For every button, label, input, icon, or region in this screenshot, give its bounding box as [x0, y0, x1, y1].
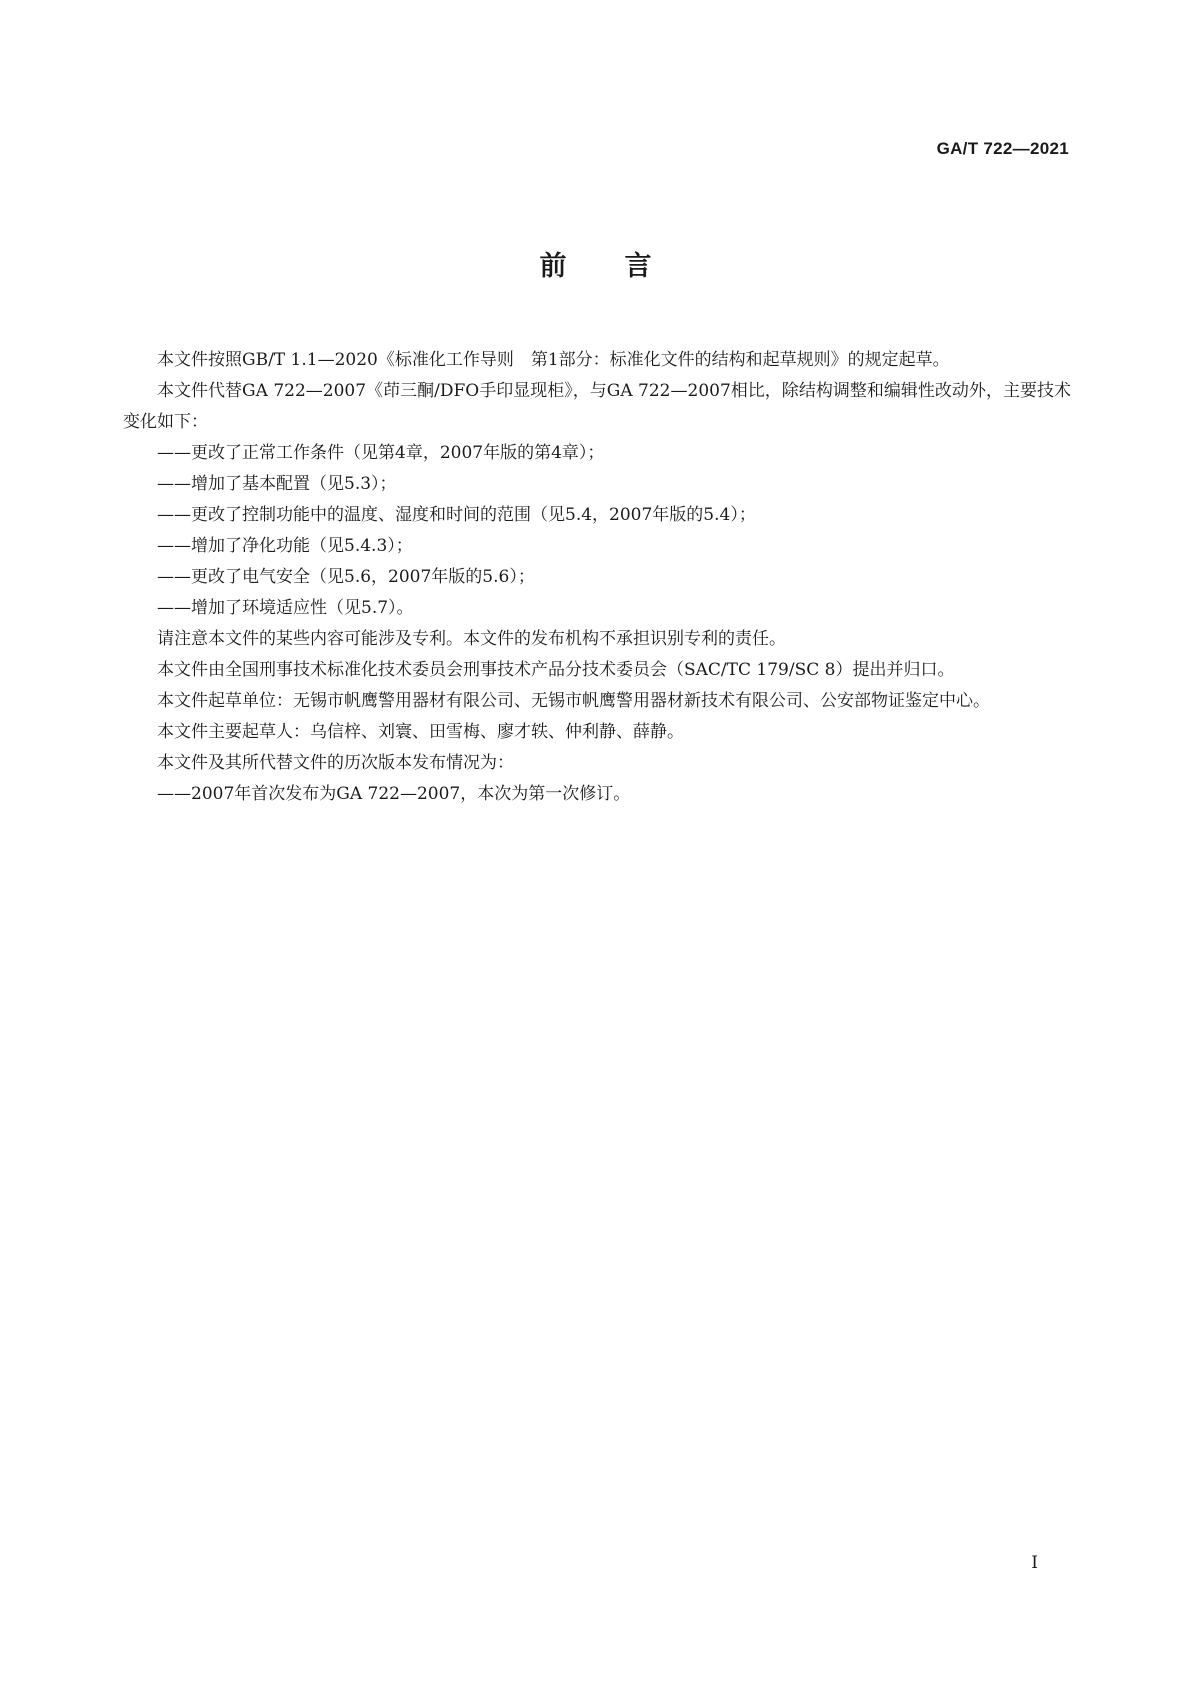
standard-code: GA/T 722—2021 [936, 139, 1069, 158]
paragraph-replacement: 本文件代替GA 722—2007《茚三酮/DFO手印显现柜》，与GA 722—2007相比，除结构调整和编辑性改动外，主要技术变化如下： [123, 381, 1071, 432]
paragraph-drafting-units: 本文件起草单位：无锡市帆鹰警用器材有限公司、无锡市帆鹰警用器材新技术有限公司、公安部物证鉴定中心。 [157, 691, 990, 711]
page-title: 前言 [539, 251, 710, 282]
preface-body [123, 345, 1071, 810]
paragraph-drafting-rules: 本文件按照GB/T 1.1—2020《标准化工作导则 第1部分：标准化文件的结构和起草规则》的规定起草。 [157, 350, 950, 370]
paragraph-drafters: 本文件主要起草人：乌信梓、刘寰、田雪梅、廖才轶、仲利静、薛静。 [157, 722, 684, 742]
change-item: ——增加了环境适应性（见5.7）。 [157, 598, 414, 618]
page-number: I [1031, 1553, 1038, 1573]
change-item: ——更改了控制功能中的温度、湿度和时间的范围（见5.4，2007年版的5.4）； [157, 505, 756, 525]
change-item: ——更改了电气安全（见5.6，2007年版的5.6）； [157, 567, 535, 587]
change-item: ——增加了净化功能（见5.4.3）； [157, 536, 413, 556]
paragraph-history-intro: 本文件及其所代替文件的历次版本发布情况为： [157, 753, 514, 773]
change-item: ——更改了正常工作条件（见第4章，2007年版的第4章）； [157, 443, 605, 463]
paragraph-patent-notice: 请注意本文件的某些内容可能涉及专利。本文件的发布机构不承担识别专利的责任。 [157, 629, 786, 649]
history-item: ——2007年首次发布为GA 722—2007，本次为第一次修订。 [157, 784, 631, 804]
paragraph-proposer: 本文件由全国刑事技术标准化技术委员会刑事技术产品分技术委员会（SAC/TC 179/SC 8）提出并归口。 [157, 660, 955, 680]
change-item: ——增加了基本配置（见5.3）； [157, 474, 397, 494]
